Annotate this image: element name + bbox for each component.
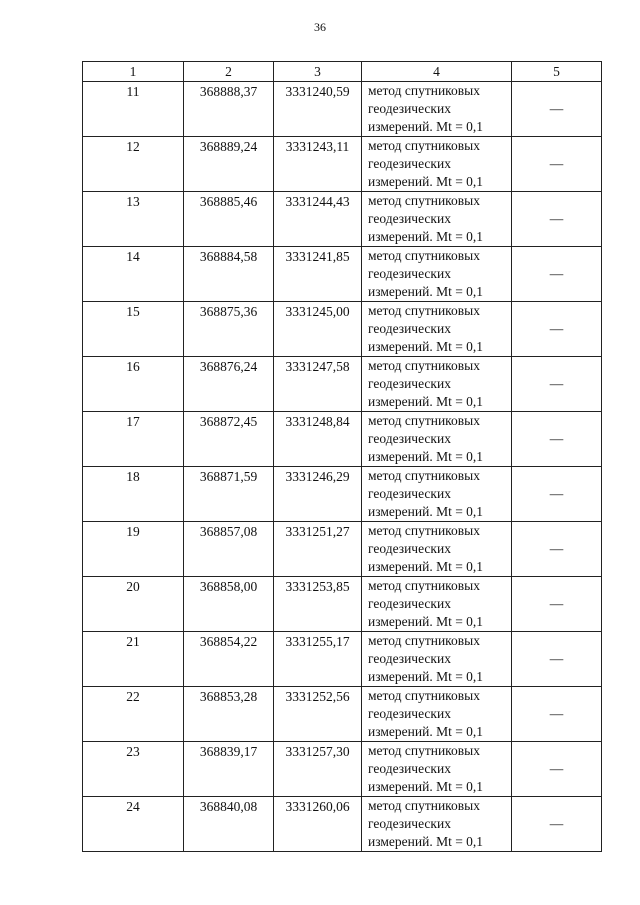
x-coordinate-cell [184, 412, 274, 467]
x-coordinate-cell [184, 632, 274, 687]
table-body [83, 82, 602, 852]
point-number-cell [83, 687, 184, 742]
method-cell [362, 687, 512, 742]
method-line: метод спутниковых [368, 743, 480, 758]
y-coordinate-cell-text: 3331244,43 [285, 194, 350, 209]
method-line: метод спутниковых [368, 193, 480, 208]
method-line: измерений. Mt = 0,1 [368, 779, 484, 794]
point-number-cell [83, 82, 184, 137]
method-line: метод спутниковых [368, 138, 480, 153]
header-col-1: 1 [83, 62, 184, 82]
table-row [83, 742, 602, 797]
y-coordinate-cell-text: 3331255,17 [285, 634, 350, 649]
method-line: метод спутниковых [368, 688, 480, 703]
point-number-cell-text: 13 [126, 194, 140, 209]
table-row [83, 302, 602, 357]
method-line: геодезических [368, 321, 451, 336]
y-coordinate-cell-text: 3331248,84 [285, 414, 350, 429]
method-line: геодезических [368, 431, 451, 446]
x-coordinate-cell [184, 687, 274, 742]
header-col-5: 5 [512, 62, 602, 82]
method-cell [362, 742, 512, 797]
method-line: измерений. Mt = 0,1 [368, 614, 484, 629]
method-line: метод спутниковых [368, 413, 480, 428]
method-line: геодезических [368, 101, 451, 116]
point-number-cell [83, 522, 184, 577]
method-cell [362, 192, 512, 247]
y-coordinate-cell [274, 82, 362, 137]
method-cell [362, 357, 512, 412]
point-number-cell [83, 467, 184, 522]
method-line: метод спутниковых [368, 578, 480, 593]
method-line: метод спутниковых [368, 468, 480, 483]
point-number-cell [83, 742, 184, 797]
x-coordinate-cell [184, 192, 274, 247]
table-row [83, 687, 602, 742]
x-coordinate-cell [184, 742, 274, 797]
method-line: измерений. Mt = 0,1 [368, 229, 484, 244]
method-cell [362, 137, 512, 192]
y-coordinate-cell [274, 522, 362, 577]
method-line: геодезических [368, 541, 451, 556]
point-number-cell-text: 11 [126, 84, 140, 99]
method-line: измерений. Mt = 0,1 [368, 724, 484, 739]
y-coordinate-cell [274, 467, 362, 522]
table-row [83, 137, 602, 192]
method-line: геодезических [368, 376, 451, 391]
x-coordinate-cell-text: 368853,28 [199, 689, 258, 704]
method-line: геодезических [368, 266, 451, 281]
point-number-cell [83, 357, 184, 412]
method-line: метод спутниковых [368, 83, 480, 98]
y-coordinate-cell [274, 412, 362, 467]
method-line: измерений. Mt = 0,1 [368, 174, 484, 189]
y-coordinate-cell-text: 3331251,27 [285, 524, 350, 539]
method-line: измерений. Mt = 0,1 [368, 119, 484, 134]
method-line: геодезических [368, 156, 451, 171]
x-coordinate-cell-text: 368884,58 [199, 249, 258, 264]
point-number-cell-text: 14 [126, 249, 140, 264]
note-cell: — [512, 742, 602, 797]
y-coordinate-cell-text: 3331247,58 [285, 359, 350, 374]
point-number-cell-text: 19 [126, 524, 140, 539]
point-number-cell-text: 12 [126, 139, 140, 154]
y-coordinate-cell-text: 3331253,85 [285, 579, 350, 594]
method-cell [362, 577, 512, 632]
point-number-cell-text: 24 [126, 799, 140, 814]
table-header-row [83, 62, 602, 82]
method-cell [362, 247, 512, 302]
y-coordinate-cell [274, 137, 362, 192]
note-cell: — [512, 797, 602, 852]
method-line: геодезических [368, 211, 451, 226]
method-line: измерений. Mt = 0,1 [368, 669, 484, 684]
table-row [83, 192, 602, 247]
y-coordinate-cell [274, 632, 362, 687]
point-number-cell-text: 21 [126, 634, 140, 649]
x-coordinate-cell-text: 368858,00 [199, 579, 258, 594]
y-coordinate-cell [274, 742, 362, 797]
table-row [83, 797, 602, 852]
method-line: метод спутниковых [368, 633, 480, 648]
point-number-cell [83, 137, 184, 192]
y-coordinate-cell [274, 247, 362, 302]
method-cell [362, 412, 512, 467]
y-coordinate-cell-text: 3331257,30 [285, 744, 350, 759]
point-number-cell [83, 797, 184, 852]
x-coordinate-cell-text: 368854,22 [199, 634, 258, 649]
table-row [83, 632, 602, 687]
x-coordinate-cell-text: 368871,59 [199, 469, 258, 484]
note-cell: — [512, 467, 602, 522]
x-coordinate-cell-text: 368889,24 [199, 139, 258, 154]
x-coordinate-cell-text: 368872,45 [199, 414, 258, 429]
page-number: 36 [314, 20, 326, 34]
point-number-cell [83, 192, 184, 247]
x-coordinate-cell [184, 797, 274, 852]
note-cell: — [512, 522, 602, 577]
method-line: геодезических [368, 816, 451, 831]
x-coordinate-cell [184, 302, 274, 357]
point-number-cell-text: 20 [126, 579, 140, 594]
y-coordinate-cell-text: 3331252,56 [285, 689, 350, 704]
point-number-cell-text: 23 [126, 744, 140, 759]
note-cell: — [512, 357, 602, 412]
point-number-cell [83, 632, 184, 687]
method-cell [362, 302, 512, 357]
table-row [83, 577, 602, 632]
point-number-cell [83, 412, 184, 467]
note-cell: — [512, 82, 602, 137]
note-cell: — [512, 137, 602, 192]
table-row [83, 412, 602, 467]
y-coordinate-cell [274, 687, 362, 742]
method-line: метод спутниковых [368, 358, 480, 373]
y-coordinate-cell [274, 357, 362, 412]
note-cell: — [512, 247, 602, 302]
coordinates-table [82, 61, 602, 852]
x-coordinate-cell-text: 368876,24 [199, 359, 258, 374]
x-coordinate-cell [184, 82, 274, 137]
x-coordinate-cell-text: 368875,36 [199, 304, 258, 319]
point-number-cell-text: 15 [126, 304, 140, 319]
method-line: измерений. Mt = 0,1 [368, 394, 484, 409]
y-coordinate-cell [274, 192, 362, 247]
point-number-cell-text: 16 [126, 359, 140, 374]
y-coordinate-cell-text: 3331246,29 [285, 469, 350, 484]
header-col-4: 4 [362, 62, 512, 82]
method-line: метод спутниковых [368, 248, 480, 263]
y-coordinate-cell [274, 577, 362, 632]
y-coordinate-cell [274, 302, 362, 357]
point-number-cell [83, 247, 184, 302]
method-line: измерений. Mt = 0,1 [368, 834, 484, 849]
table-row [83, 467, 602, 522]
method-line: геодезических [368, 706, 451, 721]
table-row [83, 247, 602, 302]
method-cell [362, 467, 512, 522]
header-col-3: 3 [274, 62, 362, 82]
method-cell [362, 82, 512, 137]
x-coordinate-cell [184, 357, 274, 412]
method-cell [362, 522, 512, 577]
x-coordinate-cell [184, 467, 274, 522]
method-line: измерений. Mt = 0,1 [368, 504, 484, 519]
x-coordinate-cell-text: 368885,46 [199, 194, 258, 209]
method-line: геодезических [368, 486, 451, 501]
point-number-cell [83, 302, 184, 357]
method-cell [362, 797, 512, 852]
x-coordinate-cell-text: 368840,08 [199, 799, 258, 814]
point-number-cell-text: 17 [126, 414, 140, 429]
x-coordinate-cell [184, 522, 274, 577]
y-coordinate-cell-text: 3331240,59 [285, 84, 350, 99]
table-row [83, 357, 602, 412]
method-line: метод спутниковых [368, 523, 480, 538]
method-line: измерений. Mt = 0,1 [368, 339, 484, 354]
header-col-2: 2 [184, 62, 274, 82]
x-coordinate-cell-text: 368857,08 [199, 524, 258, 539]
x-coordinate-cell [184, 247, 274, 302]
method-line: геодезических [368, 651, 451, 666]
method-line: метод спутниковых [368, 798, 480, 813]
method-cell [362, 632, 512, 687]
method-line: измерений. Mt = 0,1 [368, 284, 484, 299]
x-coordinate-cell-text: 368839,17 [199, 744, 258, 759]
note-cell: — [512, 632, 602, 687]
note-cell: — [512, 687, 602, 742]
point-number-cell [83, 577, 184, 632]
method-line: метод спутниковых [368, 303, 480, 318]
note-cell: — [512, 577, 602, 632]
method-line: измерений. Mt = 0,1 [368, 559, 484, 574]
x-coordinate-cell [184, 577, 274, 632]
method-line: измерений. Mt = 0,1 [368, 449, 484, 464]
point-number-cell-text: 18 [126, 469, 140, 484]
y-coordinate-cell-text: 3331260,06 [285, 799, 350, 814]
x-coordinate-cell-text: 368888,37 [199, 84, 258, 99]
note-cell: — [512, 412, 602, 467]
y-coordinate-cell-text: 3331241,85 [285, 249, 350, 264]
x-coordinate-cell [184, 137, 274, 192]
method-line: геодезических [368, 761, 451, 776]
table-row [83, 522, 602, 577]
table-row [83, 82, 602, 137]
point-number-cell-text: 22 [126, 689, 140, 704]
note-cell: — [512, 192, 602, 247]
y-coordinate-cell-text: 3331243,11 [285, 139, 350, 154]
note-cell: — [512, 302, 602, 357]
y-coordinate-cell-text: 3331245,00 [285, 304, 350, 319]
method-line: геодезических [368, 596, 451, 611]
y-coordinate-cell [274, 797, 362, 852]
